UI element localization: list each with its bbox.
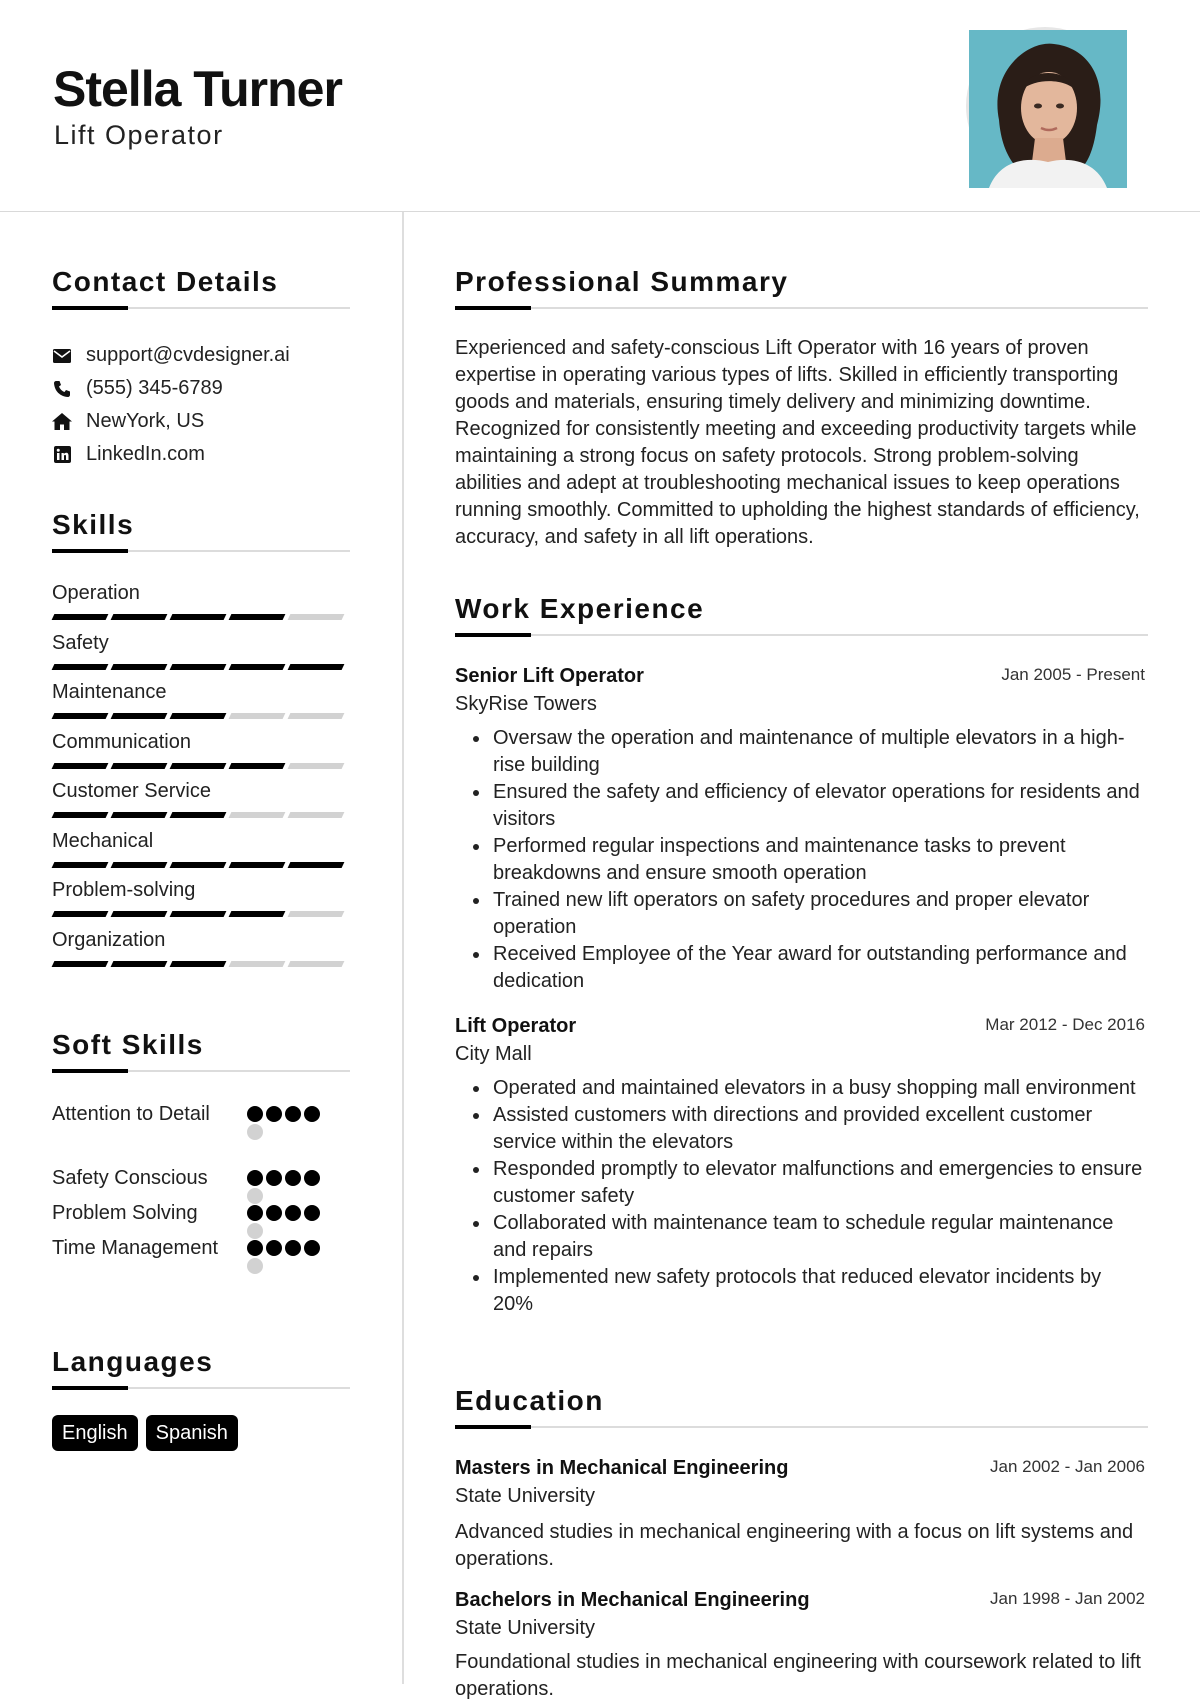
skill-segment bbox=[111, 713, 168, 719]
summary-rule bbox=[455, 307, 1148, 309]
skill-segment bbox=[229, 713, 286, 719]
skill-label: Safety bbox=[52, 632, 109, 654]
rating-dot bbox=[285, 1240, 301, 1256]
skill-segment bbox=[170, 763, 227, 769]
contact-location bbox=[52, 410, 204, 433]
skill-segment bbox=[52, 763, 109, 769]
skill-segment bbox=[52, 713, 109, 719]
skill-segment bbox=[52, 911, 109, 917]
skill-level-bar bbox=[53, 614, 343, 620]
rating-dot bbox=[247, 1188, 263, 1204]
job-bullet: Received Employee of the Year award for outstanding performance and dedication bbox=[493, 941, 1143, 995]
rating-dot bbox=[266, 1240, 282, 1256]
skill-segment bbox=[170, 911, 227, 917]
job-bullet: Implemented new safety protocols that reduced elevator incidents by 20% bbox=[493, 1264, 1143, 1318]
candidate-name: Stella Turner bbox=[53, 61, 342, 117]
skill-segment bbox=[170, 862, 227, 868]
skill-segment bbox=[288, 812, 345, 818]
skill-segment bbox=[170, 812, 227, 818]
soft-skill-label: Time Management bbox=[52, 1237, 218, 1259]
skill-segment bbox=[170, 664, 227, 670]
rating-dot bbox=[304, 1205, 320, 1221]
skill-segment bbox=[229, 911, 286, 917]
job-bullets bbox=[493, 725, 1143, 995]
skill-segment bbox=[288, 862, 345, 868]
skill-segment bbox=[288, 961, 345, 967]
rating-dot bbox=[247, 1170, 263, 1186]
job-bullet: Ensured the safety and efficiency of elevator operations for residents and visitors bbox=[493, 779, 1143, 833]
contact-phone-text: (555) 345-6789 bbox=[86, 377, 223, 399]
skill-segment bbox=[229, 812, 286, 818]
soft-skill-rating bbox=[247, 1106, 337, 1142]
rating-dot bbox=[285, 1205, 301, 1221]
languages-heading: Languages bbox=[52, 1346, 214, 1377]
contact-email bbox=[52, 344, 290, 367]
experience-heading: Work Experience bbox=[455, 593, 705, 624]
contact-linkedin[interactable] bbox=[52, 443, 205, 466]
summary-text: Experienced and safety-conscious Lift Operator with 16 years of proven expertise in operating various types of lifts. Skilled in efficiently transporting goods and materials, ensuring timely delivery and minimizing downtime. Recognized for consistently meeting and exceeding productivity targets while maintaining a strong focus on safety protocols. Strong problem-solving abilities and adept at troubleshooting mechanical issues to keep operations running smoothly. Committed to upholding the highest standards of efficiency, accuracy, and safety in all lift operations. bbox=[455, 337, 1140, 548]
skill-segment bbox=[52, 961, 109, 967]
soft-skill-rating bbox=[247, 1170, 337, 1206]
rating-dot bbox=[266, 1170, 282, 1186]
languages-list bbox=[52, 1415, 238, 1451]
job-bullet: Responded promptly to elevator malfunctions and emergencies to ensure customer safety bbox=[493, 1156, 1143, 1210]
skill-level-bar bbox=[53, 664, 343, 670]
skills-heading: Skills bbox=[52, 509, 135, 540]
skill-segment bbox=[229, 961, 286, 967]
avatar bbox=[966, 27, 1124, 185]
skill-level-bar bbox=[53, 862, 343, 868]
contact-rule bbox=[52, 307, 350, 309]
phone-icon bbox=[52, 379, 72, 399]
column-divider bbox=[402, 212, 404, 1684]
job-bullet: Trained new lift operators on safety procedures and proper elevator operation bbox=[493, 887, 1143, 941]
skill-segment bbox=[288, 614, 345, 620]
rating-dot bbox=[247, 1240, 263, 1256]
experience-rule bbox=[455, 634, 1148, 636]
education-school: State University bbox=[455, 1617, 596, 1639]
skill-level-bar bbox=[53, 763, 343, 769]
skill-segment bbox=[111, 812, 168, 818]
skill-segment bbox=[52, 812, 109, 818]
rating-dot bbox=[247, 1205, 263, 1221]
skill-segment bbox=[229, 763, 286, 769]
rating-dot bbox=[247, 1106, 263, 1122]
skills-rule bbox=[52, 550, 350, 552]
skill-segment bbox=[288, 664, 345, 670]
skill-segment bbox=[52, 664, 109, 670]
soft-skill-rating bbox=[247, 1240, 337, 1276]
education-degree: Bachelors in Mechanical Engineering bbox=[455, 1589, 810, 1611]
job-company: SkyRise Towers bbox=[455, 693, 597, 715]
skill-segment bbox=[288, 911, 345, 917]
summary-heading: Professional Summary bbox=[455, 266, 789, 297]
job-role: Lift Operator bbox=[455, 1015, 577, 1037]
envelope-icon bbox=[52, 346, 72, 366]
skill-level-bar bbox=[53, 713, 343, 719]
job-header bbox=[455, 665, 1145, 688]
education-description: Foundational studies in mechanical engineering with coursework related to lift operations. bbox=[455, 1651, 1141, 1700]
contact-email-text: support@cvdesigner.ai bbox=[86, 344, 290, 366]
skill-label: Organization bbox=[52, 929, 166, 951]
education-dates: Jan 1998 - Jan 2002 bbox=[989, 1589, 1145, 1608]
skill-segment bbox=[52, 614, 109, 620]
job-bullet: Oversaw the operation and maintenance of multiple elevators in a high-rise building bbox=[493, 725, 1143, 779]
soft-skill-label: Attention to Detail bbox=[52, 1103, 210, 1125]
job-company: City Mall bbox=[455, 1043, 532, 1065]
skill-segment bbox=[229, 664, 286, 670]
job-role: Senior Lift Operator bbox=[455, 665, 644, 687]
soft-skills-rule bbox=[52, 1070, 350, 1072]
education-header bbox=[455, 1457, 1145, 1480]
education-rule bbox=[455, 1426, 1148, 1428]
skill-segment bbox=[111, 614, 168, 620]
job-bullet: Assisted customers with directions and provided excellent customer service within the elevators bbox=[493, 1102, 1143, 1156]
language-pill: English bbox=[52, 1415, 138, 1451]
job-bullet: Performed regular inspections and maintenance tasks to prevent breakdowns and ensure smooth operation bbox=[493, 833, 1143, 887]
skill-segment bbox=[288, 763, 345, 769]
education-school: State University bbox=[455, 1485, 596, 1507]
skill-segment bbox=[170, 713, 227, 719]
candidate-title: Lift Operator bbox=[54, 120, 224, 150]
rating-dot bbox=[304, 1170, 320, 1186]
education-header bbox=[455, 1589, 1145, 1612]
skill-segment bbox=[170, 614, 227, 620]
contact-phone bbox=[52, 377, 223, 400]
skill-level-bar bbox=[53, 812, 343, 818]
job-header bbox=[455, 1015, 1145, 1038]
skill-segment bbox=[229, 862, 286, 868]
job-dates: Mar 2012 - Dec 2016 bbox=[985, 1015, 1145, 1034]
job-bullet: Collaborated with maintenance team to schedule regular maintenance and repairs bbox=[493, 1210, 1143, 1264]
job-dates: Jan 2005 - Present bbox=[1001, 665, 1145, 684]
skill-segment bbox=[111, 862, 168, 868]
languages-rule bbox=[52, 1387, 350, 1389]
skill-segment bbox=[111, 961, 168, 967]
rating-dot bbox=[304, 1240, 320, 1256]
soft-skill-rating bbox=[247, 1205, 337, 1241]
soft-skill-label: Problem Solving bbox=[52, 1202, 198, 1224]
skill-label: Operation bbox=[52, 582, 140, 604]
skill-label: Communication bbox=[52, 731, 191, 753]
skill-label: Problem-solving bbox=[52, 879, 196, 901]
language-pill: Spanish bbox=[146, 1415, 238, 1451]
rating-dot bbox=[247, 1124, 263, 1140]
skill-segment bbox=[170, 961, 227, 967]
rating-dot bbox=[304, 1106, 320, 1122]
rating-dot bbox=[285, 1170, 301, 1186]
education-description: Advanced studies in mechanical engineering with a focus on lift systems and operations. bbox=[455, 1521, 1134, 1570]
job-bullets bbox=[493, 1075, 1143, 1318]
contact-heading: Contact Details bbox=[52, 266, 279, 297]
skill-label: Customer Service bbox=[52, 780, 211, 802]
education-heading: Education bbox=[455, 1385, 604, 1416]
rating-dot bbox=[285, 1106, 301, 1122]
skill-level-bar bbox=[53, 961, 343, 967]
skill-segment bbox=[111, 911, 168, 917]
skill-segment bbox=[288, 713, 345, 719]
skill-segment bbox=[229, 614, 286, 620]
linkedin-icon bbox=[52, 445, 72, 465]
education-dates: Jan 2002 - Jan 2006 bbox=[989, 1457, 1145, 1476]
rating-dot bbox=[266, 1106, 282, 1122]
soft-skills-heading: Soft Skills bbox=[52, 1029, 204, 1060]
skill-label: Maintenance bbox=[52, 681, 167, 703]
rating-dot bbox=[266, 1205, 282, 1221]
resume-header bbox=[0, 0, 1200, 212]
soft-skill-label: Safety Conscious bbox=[52, 1167, 208, 1189]
skill-segment bbox=[52, 862, 109, 868]
skill-label: Mechanical bbox=[52, 830, 154, 852]
skill-segment bbox=[111, 664, 168, 670]
rating-dot bbox=[247, 1258, 263, 1274]
skill-level-bar bbox=[53, 911, 343, 917]
education-degree: Masters in Mechanical Engineering bbox=[455, 1457, 789, 1479]
skill-segment bbox=[111, 763, 168, 769]
home-icon bbox=[52, 412, 72, 432]
contact-linkedin-text[interactable]: LinkedIn.com bbox=[86, 443, 205, 465]
contact-location-text: NewYork, US bbox=[86, 410, 205, 432]
job-bullet: Operated and maintained elevators in a busy shopping mall environment bbox=[493, 1075, 1143, 1102]
rating-dot bbox=[247, 1223, 263, 1239]
